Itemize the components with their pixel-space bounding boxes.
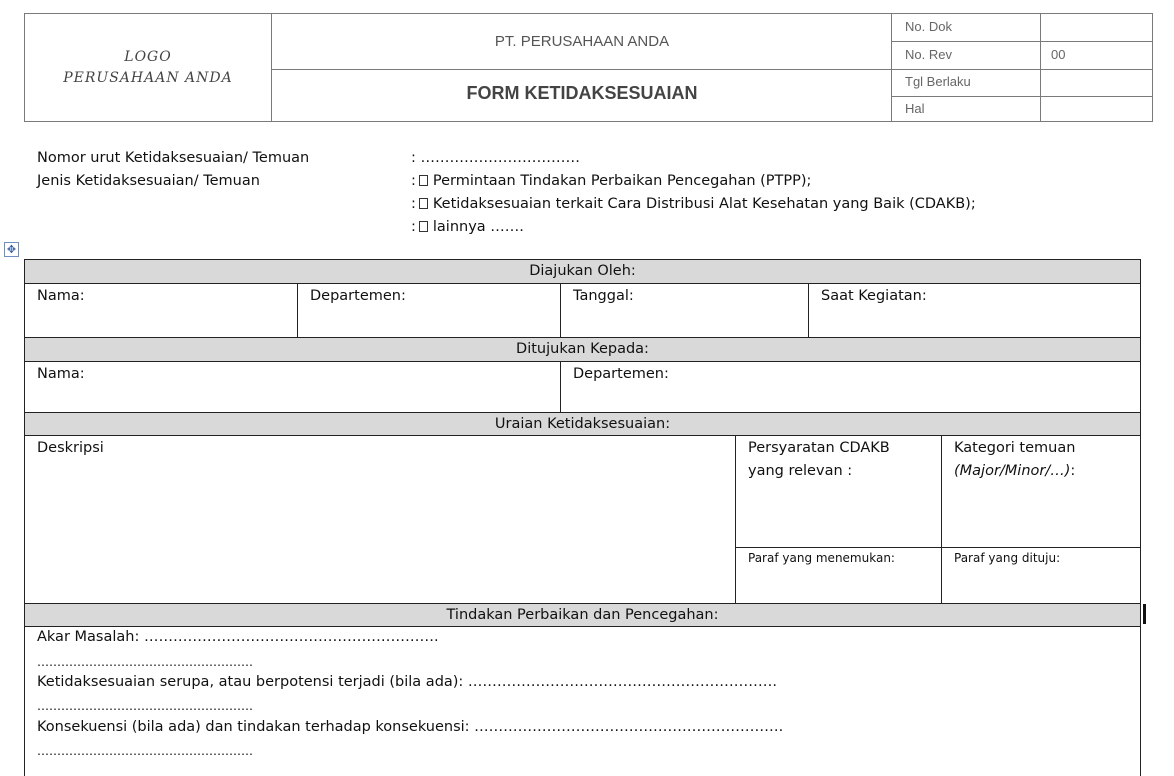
header-divider	[1040, 14, 1041, 121]
option-ptpp-label: Permintaan Tindakan Perbaikan Pencegahan (PTPP);	[432, 173, 812, 189]
logo-line-2: PERUSAHAAN ANDA	[63, 70, 233, 86]
tindakan-cell[interactable]	[24, 626, 1141, 776]
checkbox-cdakb[interactable]	[419, 198, 428, 209]
option-cdakb: : Ketidaksesuaian terkait Cara Distribusi Alat Kesehatan yang Baik (CDAKB);	[411, 196, 976, 212]
diajukan-saat-kegiatan-label: Saat Kegiatan:	[821, 288, 927, 304]
persyaratan-label-line2: yang relevan :	[748, 463, 853, 479]
kategori-label-line1: Kategori temuan	[954, 440, 1076, 456]
paraf-menemukan-cell[interactable]	[735, 547, 942, 604]
nomor-urut-label: Nomor urut Ketidaksesuaian/ Temuan	[37, 150, 310, 166]
header-divider	[271, 69, 891, 70]
meta-value-no-rev: 00	[1051, 47, 1066, 62]
header-divider	[891, 96, 1153, 97]
diajukan-tanggal-label: Tanggal:	[573, 288, 634, 304]
ditujukan-departemen-cell[interactable]	[560, 361, 1141, 413]
company-name: PT. PERUSAHAAN ANDA	[494, 33, 670, 50]
form-title: FORM KETIDAKSESUAIAN	[466, 83, 698, 103]
diajukan-header: Diajukan Oleh:	[24, 259, 1141, 284]
nomor-urut-value[interactable]: : ……………………………	[411, 150, 580, 166]
meta-label-hal: Hal	[905, 101, 925, 116]
option-lainnya: : lainnya …….	[411, 219, 524, 235]
serupa-line: Ketidaksesuaian serupa, atau berpotensi terjadi (bila ada): ……………………………………………………….	[37, 674, 778, 690]
serupa-dots: ………………………………………………	[37, 699, 253, 713]
ditujukan-nama-cell[interactable]	[24, 361, 561, 413]
meta-label-no-rev: No. Rev	[905, 47, 952, 62]
jenis-label: Jenis Ketidaksesuaian/ Temuan	[37, 173, 260, 189]
kategori-label-line2	[954, 463, 1075, 479]
diajukan-departemen-cell[interactable]	[297, 283, 561, 338]
ditujukan-header: Ditujukan Kepada:	[24, 337, 1141, 362]
deskripsi-cell[interactable]	[24, 435, 736, 604]
header-divider	[891, 41, 1153, 42]
paraf-menemukan-label: Paraf yang menemukan:	[748, 551, 895, 565]
nonconformity-table	[24, 259, 1142, 768]
akar-masalah-line: Akar Masalah: …………………………………………………….	[37, 629, 439, 645]
kategori-cell[interactable]	[941, 435, 1141, 548]
logo-line-1: LOGO	[124, 49, 172, 65]
deskripsi-label: Deskripsi	[37, 440, 104, 456]
paraf-dituju-cell[interactable]	[941, 547, 1141, 604]
option-lainnya-label: lainnya …….	[432, 219, 524, 235]
diajukan-nama-cell[interactable]	[24, 283, 298, 338]
konsekuensi-dots: ………………………………………………	[37, 744, 253, 758]
meta-label-no-dok: No. Dok	[905, 19, 952, 34]
checkbox-lainnya[interactable]	[419, 221, 428, 232]
paraf-dituju-label: Paraf yang dituju:	[954, 551, 1061, 565]
diajukan-saat-kegiatan-cell[interactable]	[808, 283, 1141, 338]
persyaratan-label-line1: Persyaratan CDAKB	[748, 440, 890, 456]
kategori-colon: :	[1070, 463, 1076, 479]
ditujukan-departemen-label: Departemen:	[573, 366, 669, 382]
option-cdakb-label: Ketidaksesuaian terkait Cara Distribusi Alat Kesehatan yang Baik (CDAKB);	[432, 196, 976, 212]
checkbox-ptpp[interactable]	[419, 175, 428, 186]
tindakan-header: Tindakan Perbaikan dan Pencegahan:	[24, 603, 1141, 627]
company-logo	[25, 14, 271, 121]
table-move-handle-icon[interactable]: ✥	[4, 242, 19, 257]
header-divider	[891, 69, 1153, 70]
document-header-table	[24, 13, 1153, 122]
konsekuensi-line: Konsekuensi (bila ada) dan tindakan terhadap konsekuensi: ……………………………………………………….	[37, 719, 784, 735]
ditujukan-nama-label: Nama:	[37, 366, 85, 382]
text-cursor	[1143, 604, 1146, 624]
persyaratan-cell[interactable]	[735, 435, 942, 548]
header-divider	[271, 14, 272, 121]
diajukan-departemen-label: Departemen:	[310, 288, 406, 304]
header-divider	[891, 14, 892, 121]
diajukan-tanggal-cell[interactable]	[560, 283, 809, 338]
kategori-options: (Major/Minor/…)	[954, 463, 1071, 479]
meta-label-tgl-berlaku: Tgl Berlaku	[905, 74, 971, 89]
diajukan-nama-label: Nama:	[37, 288, 85, 304]
akar-masalah-dots: ………………………………………………	[37, 655, 253, 669]
option-ptpp: : Permintaan Tindakan Perbaikan Pencegahan (PTPP);	[411, 173, 812, 189]
uraian-header: Uraian Ketidaksesuaian:	[24, 412, 1141, 436]
